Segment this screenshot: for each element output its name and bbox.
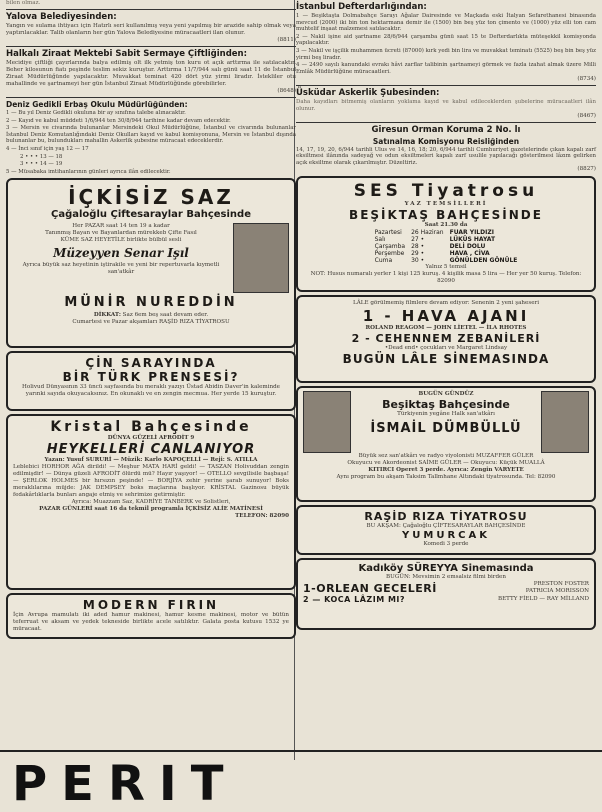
divider [6, 46, 296, 47]
kadikoy-film2: 2 — KOCA LÂZIM MI? [303, 595, 406, 605]
table-row: Pazartesi 26 Haziran FUAR YILDIZI [374, 229, 494, 237]
top-note: bilen olmaz. [6, 0, 41, 6]
besiktas-line4: Aynı program bu akşam Taksim Tallmhane Altındaki tiyatrosunda. Tel: 82090 [336, 474, 556, 481]
rasid-title: RAŞİD RIZA TİYATROSU [364, 510, 528, 524]
besiktas-line2: Okuyucu ve Akordeonist SAİME GÜLER — Okuyucu: Küçük MUALLÂ [347, 460, 545, 467]
rasid-riza-ad [296, 505, 596, 555]
lale-film2: 2 - CEHENNEM ZEBANİLERİ [351, 332, 541, 346]
divider [296, 85, 596, 86]
cin-title1: ÇİN SARAYINDA [85, 356, 217, 371]
list-item: 2 — Nakil işine aid şartname 28/6/944 çarşamba günü saat 15 te Defterdarlıkta müteşekkil komisyonda yapılacaktır. [296, 33, 596, 47]
besiktas-dumbullu-ad [296, 386, 596, 502]
list-item: 3 • • • 14 — 19 [20, 161, 63, 168]
ses-title: SES Tiyatrosu [353, 181, 539, 202]
list-item: 1 — Bu yıl Deniz Gedikli okuluna bir ay sınıfına talebe alınacaktır. [6, 110, 186, 116]
firin-text: İçin Avrupa mamulatı iki aded hamur makinesi, hamur kesme makinesi, motor ve bütün teferruat ve aksam ve yedek tekneside birlikte acele satılıktır. Galata posta kutusu 1532 ye müracaat. [13, 612, 289, 633]
divider [6, 97, 296, 98]
kadikoy-cast2: BETTY FİELD — RAY MİLLAND [497, 596, 589, 603]
divider [296, 122, 596, 123]
yalova-text: Yangın ve sulama ihtiyacı için Hatırlı seri kullanılmış veya yeni yapılmış bir arazide sahip olmak veya yaptırılacaklar. Talib olanların her gün Yalova Belediyesine müracaatleri ilan olunur. [6, 23, 296, 36]
list-item: 4 — İnci sınıf için yaş 12 — 17 [6, 145, 89, 152]
singer-portrait [233, 223, 289, 293]
list-item: 2 — Kayıd ve kabul müddeti 1/6/944 ten 30/8/944 tarihine kadar devam edecektir. [6, 117, 231, 124]
lale-cast2: •Dead end• çocukları ve Margaret Lindsay [384, 345, 508, 352]
kadikoy-intro: BUGÜN: Mevsimin 2 emsalsiz filmi birden [386, 574, 506, 581]
kadikoy-film1: 1-ORLEAN GECELERİ [303, 581, 437, 595]
kadikoy-title: Kadıköy SÜREYYA Sinemasında [358, 563, 534, 575]
giresun-sub: Satınalma Komisyonu Reisliğinden [372, 136, 520, 146]
ickisiz-line4: Ayrıca büyük saz heyetinin iştirakile ve yeni bir repertuvarla kıymetli san'atkâr [22, 262, 220, 276]
kristal-ad [6, 414, 296, 590]
table-row: Perşembe 29 • HAVA , CİVA [374, 250, 490, 258]
rasid-play: YUMURCAK [402, 530, 490, 542]
kadikoy-sureyya-ad [296, 558, 596, 630]
besiktas-name: İSMAİL DÜMBÜLLÜ [370, 421, 522, 437]
ickisiz-line3: KÜME SAZ HEYETİLE birlikte bülbül sesli [60, 237, 182, 244]
besiktas-line1: Büyük sez san'atkârı ve radyo viyolonisti MUZAFFER GÜLER [358, 453, 534, 460]
halkali-text: Mecidiye çiftliği çayırlarında balya edilmiş olt ilk yetmiş ton kuru ot açık arttırma ile satılacaktır. Beher kilosunun fiatı peşinde teslim sekiz kuruştur. Arttırma 11/7/944 salı günü saat 11 de İstanbul Ziraat Müdürlüğünde yapılacaktır. Muvakkat teminat 420 dört yüz yirmi liradır. İstekliler otu mahallinde ve şartnameyi her gün İstanbul Ziraat Müdürlüğünde görebilirler. [6, 60, 296, 87]
defterdar-code: (8734) [577, 76, 596, 83]
defterdar-title: İstanbul Defterdarlığından: [296, 2, 427, 12]
ickisiz-singer: Müzeyyen Senar Işıl [53, 246, 189, 261]
besiktas-sub: Türkiyenin yegâne Halk san'atkârı [397, 411, 495, 418]
list-item: 5 — Müsabaka imtihanlarının günleri ayrıca ilân edilecektir. [6, 168, 171, 175]
besiktas-top: BUGÜN GÜNDÜZ [418, 391, 474, 398]
perit-wordmark: PERIT [12, 756, 238, 812]
rasid-line: BU AKŞAM: Çağaloğlu ÇİFTESARAYLAR BAHÇESİNDE [366, 523, 526, 530]
halkali-title: Halkalı Ziraat Mektebi Sabit Sermaye Çiftliğinden: [6, 49, 248, 59]
ickisiz-line2: Tanınmış Bayan ve Bayanlardan mürekkeb Çifte Fasıl [45, 230, 197, 237]
kristal-title: Kristal Bahçesinde [50, 419, 252, 436]
uskudar-title: Üsküdar Askerlik Şubesinden: [296, 88, 440, 99]
halkali-code: (8648) [277, 88, 296, 94]
kadikoy-cast1a: PRESTON FOSTER [533, 581, 589, 588]
cin-title2: BİR TÜRK PRENSESİ? [62, 370, 240, 385]
list-item: 4 — 2490 sayılı kanundaki evrakı hâvi zarflar talibinin şartnameyi görmek ve fazla izahat almak üzere Milli Emlâk Müdürlüğüne müracaatleri. [296, 62, 596, 75]
ickisiz-title: İÇKİSİZ SAZ [68, 185, 234, 210]
uskudar-code: (8467) [577, 112, 596, 119]
rasid-acts: Komedi 3 perde [423, 541, 469, 548]
ickisiz-saz-ad [6, 178, 296, 348]
list-item: 2 • • • 13 — 18 [20, 153, 63, 160]
lale-cast1: ROLAND REAGOM — JOHN LİETEL — İLA RHOTES [365, 325, 527, 332]
ickisiz-line1: Her PAZAR saat 14 ten 19 a kadar [72, 223, 170, 230]
denizli-list [6, 110, 296, 175]
ses-tiyatrosu-ad [296, 176, 596, 292]
notice-text: Saz 6em beş saat devam eder. [122, 312, 209, 319]
dumbullu-portrait [303, 391, 351, 453]
giresun-title: Giresun Orman Koruma 2 No. lı [371, 124, 521, 135]
left-column [6, 0, 296, 642]
lale-top: LÂLE görülmemiş filmlere devam ediyor: Senenin 2 yeni şaheseri [353, 300, 539, 307]
uskudar-text: Daha kayıdları bitmemiş olanların yoklama kayıd ve kabul edileceklerden şubelerine müracaatleri ilân olunur. [296, 99, 596, 112]
defterdar-list [296, 13, 596, 75]
kristal-extra: Ayrıca: Muazzam Saz, KADRİYE TANBERK ve Solistleri, [71, 499, 231, 506]
giresun-code: (8827) [577, 166, 596, 173]
lale-film1: 1 - HAVA AJANI [362, 307, 530, 326]
list-item: 3 — Mersin ve civarında bulunanlar Mersindeki Okul Müdürlüğüne, İstanbul ve civarında bulunanlar İstanbul Deniz Komutanlığındaki Deniz Okulları kayıd ve kabul komisyonuna, Mersin ve İstanbul dışında bulunanlar bu, bulundukları mahallin Askerlik şubesine müracaat edeceklerdir. [6, 125, 296, 145]
table-row: Cuma 30 • GÖNÜLDEN GÖNÜLE [374, 257, 518, 265]
ses-venue: BEŞİKTAŞ BAHÇESİNDE [349, 208, 543, 223]
ses-extra: Yalnız 5 temsil [425, 264, 467, 271]
ses-sub: YAZ TEMSİLLERİ [404, 201, 488, 208]
cin-text: Holivud Dünyasının 33 üncü sayfasında bu meraklı yazıyı Üstad Abidin Daver'in kaleminde yarınki sayıda okuyacaksınız. En okunaklı ve en zengin mecmua. Her yerde 15 kuruştur. [22, 384, 280, 398]
lale-sinema-ad [296, 295, 596, 383]
perit-banner [0, 750, 602, 812]
ses-program-table [372, 229, 521, 264]
list-item: 3 — Nakil ve işçilik muhammen ücreti (87000) kırk yedi bin lira ve muvakkat teminatı (5525) beş bin beş yüz yirmi beş liradır. [296, 47, 596, 61]
ickisiz-venue: Çağaloğlu Çiftesaraylar Bahçesinde [51, 209, 251, 221]
kristal-sub: DÜNYA GÜZELİ AFRODİT 9 [107, 435, 195, 442]
besiktas-title: Beşiktaş Bahçesinde [382, 398, 510, 412]
denizli-title: Deniz Gedikli Erbaş Okulu Müdürlüğünden: [6, 100, 188, 109]
divider [6, 9, 296, 10]
notice-label: DİKKAT: [93, 312, 121, 319]
kristal-phone: TELEFON: 82090 [235, 513, 289, 520]
cin-sarayinda-ad [6, 351, 296, 411]
kristal-sunday: PAZAR GÜNLERİ saat 16 da tekmil programla İÇKİSİZ ALİE MATİNESİ [39, 506, 263, 513]
ickisiz-footer: Cumartesi ve Pazar akşamları RAŞİD RIZA TİYATROSU [72, 319, 230, 326]
table-row: Çarşamba 28 • DELİ DOLU [374, 243, 486, 251]
besiktas-line3: KITIRCI Operet 3 perde. Ayrıca: Zengin VARYETE [368, 467, 524, 474]
kristal-headline: HEYKELLERİ CANLANIYOR [46, 442, 256, 458]
right-column [296, 0, 596, 633]
ickisiz-artist: MÜNİR NUREDDİN [64, 295, 238, 311]
kadikoy-cast1b: PATRICIA MORISSON [525, 588, 589, 595]
kristal-text: Leblebici HORHOR AĞA dirildi! — Meşhur MATA HARİ geldi! — TASZAN Holivuddan zengin edilmişdir! — Dünya güzeli AFRODİT ölürdü mü? Hayır yaşıyor! — OTELLO sevgilisile başbaşa! — ŞERLOK HOLMES bir hırsızın peşinde! — BORJİYA zehir yerine şarab sunuyor! Boks meraklılarına müjde: JAK DEMPSEY boks maçlarına başlıyor. KRİSTAL Gazinosu büyük fedakârlıklarla bunları angaje etmiş ve sehrimize getirmiştir. [13, 464, 289, 499]
firin-title: MODERN FIRIN [82, 598, 220, 613]
yalova-title: Yalova Belediyesinden: [6, 12, 117, 22]
performer-portrait [541, 391, 589, 453]
table-row: Salı 27 • LÜKÜS HAYAT [374, 236, 496, 244]
ses-time: Saat 21.30 da [424, 222, 468, 229]
modern-firin-ad [6, 593, 296, 639]
kristal-credits: Yazan: Yusuf SURURİ — Müzik: Karlo KAPOÇELLİ — Reji: S. ATILLA [44, 457, 258, 464]
yalova-code: (8811) [277, 37, 296, 43]
list-item: 1 — Beşiktaşta Dolmabahçe Sarayı Ağalar Dairesinde ve Maçkada eski İtalyan Sefarethanesi binasında mevcud (2000) iki bin ton hektarmana demir ile (1500) bin beş yüz ton çimento ve (1000) yüz elli ton cam muhtelif inşaat malzemesi satılacaktır. [296, 13, 596, 33]
giresun-text: 14, 17, 19, 20, 6/944 tarihli Ulus ve 14, 16, 18; 20, 6/944 tarihli Cumhuriyet gazetelerinde çıkan kapalı zarf eksiltmesi ilânında sadeyağ ve odun eksiltmeleri kapalı zarf usulile yapılacağı gösterilmesi lâzım gelirken açık eksiltme olarak çıkarılmıştır. Düzeltiriz. [296, 146, 596, 166]
lale-footer: BUGÜN LÂLE SİNEMASINDA [342, 352, 550, 367]
ses-note: NOT: Husus numaralı yerler 1 kişi 125 kuruş. 4 kişilik masa 5 lira — Her yer 50 kuruş. Telefon: 82090 [310, 271, 582, 285]
